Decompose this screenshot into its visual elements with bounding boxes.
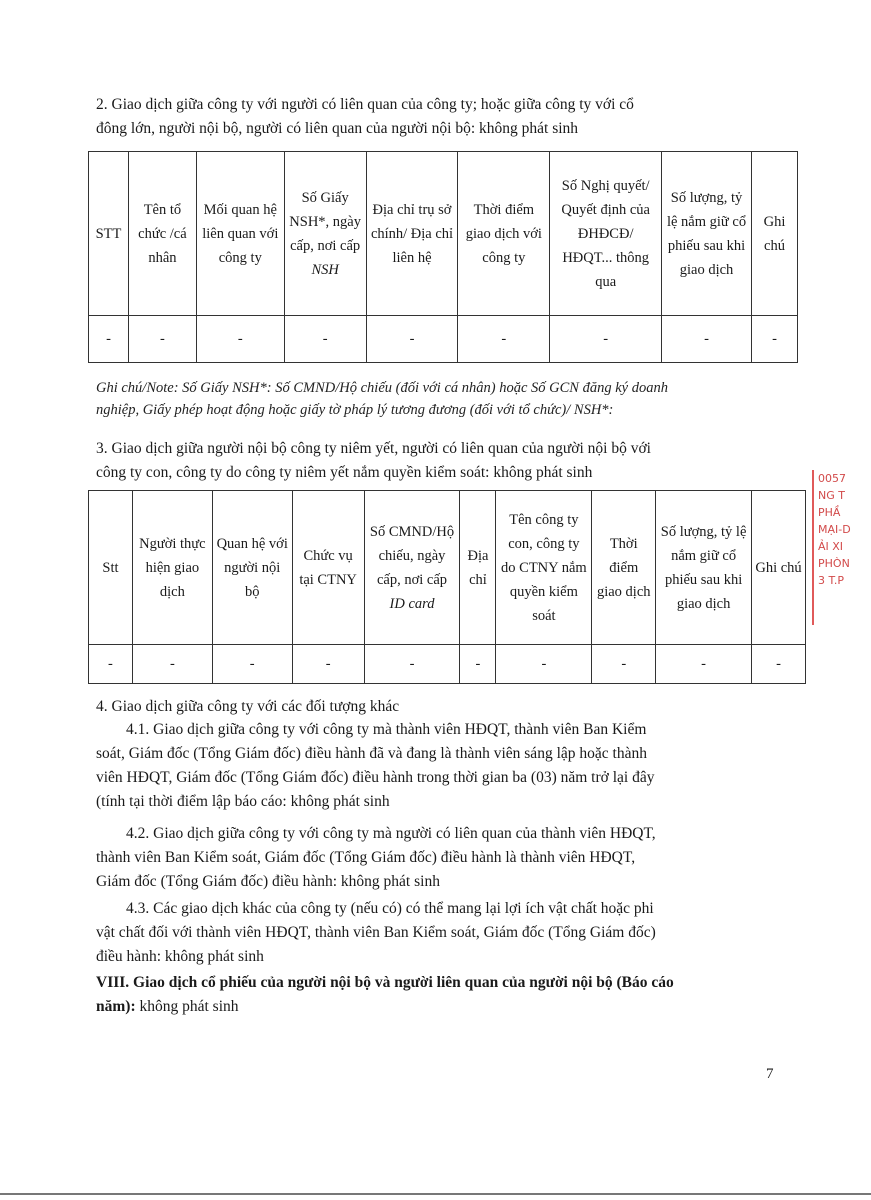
col-header: Số Nghị quyết/ Quyết định của ĐHĐCĐ/ HĐQT... thông qua [550,152,662,316]
col-header: Stt [89,491,133,645]
col-header: Người thực hiện giao dịch [132,491,212,645]
table-related-party-transactions [88,151,798,363]
section-3-heading: 3. Giao dịch giữa người nội bộ công ty niêm yết, người có liên quan của người nội bộ với công ty con, công ty do công ty niêm yết nắm quyền kiểm soát: không phát sinh [96,440,651,481]
section-2-heading: 2. Giao dịch giữa công ty với người có liên quan của công ty; hoặc giữa công ty với cổ đông lớn, người nội bộ, người có liên quan của người nội bộ: không phát sinh [96,96,634,137]
col-header: Tên tổ chức /cá nhân [128,152,196,316]
table-cell: - [550,316,662,363]
section-4-3: 4.3. Các giao dịch khác của công ty (nếu có) có thể mang lại lợi ích vật chất hoặc phi vật chất đối với thành viên HĐQT, thành viên Ban Kiểm soát, Giám đốc (Tổng Giám đốc) điều hành: không phát sinh [96,900,656,965]
col-header: Thời điểm giao dịch [592,491,656,645]
col-header: Số Giấy NSH*, ngày cấp, nơi cấp NSH [284,152,366,316]
col-header: Số lượng, tỷ lệ nắm giữ cổ phiếu sau khi giao dịch [662,152,752,316]
table-cell: - [292,645,364,684]
table-header-row [89,152,798,316]
col-header: Chức vụ tại CTNY [292,491,364,645]
table-cell: - [496,645,592,684]
col-header: Mối quan hệ liên quan với công ty [196,152,284,316]
table-insider-subsidiary-transactions [88,490,806,684]
table-cell: - [89,645,133,684]
col-header: Tên công ty con, công ty do CTNY nắm quyền kiểm soát [496,491,592,645]
table-row [89,316,798,363]
col-header: Ghi chú [751,152,797,316]
table-cell: - [656,645,752,684]
table-cell: - [592,645,656,684]
section-4-2: 4.2. Giao dịch giữa công ty với công ty mà người có liên quan của thành viên HĐQT, thành viên Ban Kiểm soát, Giám đốc (Tổng Giám đốc) điều hành là thành viên HĐQT, Giám đốc (Tổng Giám đốc) điều hành: không phát sinh [96,825,656,890]
col-header: Địa chỉ trụ sở chính/ Địa chỉ liên hệ [366,152,458,316]
table-cell: - [460,645,496,684]
col-header: Quan hệ với người nội bộ [212,491,292,645]
section-4-heading: 4. Giao dịch giữa công ty với các đối tượng khác [96,698,400,715]
table-row [89,645,806,684]
table-cell: - [196,316,284,363]
table-cell: - [132,645,212,684]
table-cell: - [662,316,752,363]
table-cell: - [128,316,196,363]
page-number: 7 [766,1066,774,1082]
table-cell: - [366,316,458,363]
company-seal-fragment: 0057 NG T PHẦ MẠI-D ẢI XI PHÒN 3 T.P [812,470,871,625]
col-header: Số lượng, tỷ lệ nắm giữ cổ phiếu sau khi giao dịch [656,491,752,645]
table-cell: - [212,645,292,684]
scan-edge-line [0,1193,871,1195]
col-header: STT [89,152,129,316]
table-header-row [89,491,806,645]
italic-id-card: ID card [389,595,435,612]
section-8-heading: VIII. Giao dịch cổ phiếu của người nội bộ và người liên quan của người nội bộ (Báo cáo năm): không phát sinh [96,974,674,1015]
col-header: Địa chỉ [460,491,496,645]
table-note: Ghi chú/Note: Số Giấy NSH*: Số CMND/Hộ chiếu (đối với cá nhân) hoặc Số GCN đăng ký doanh nghiệp, Giấy phép hoạt động hoặc giấy tờ pháp lý tương đương (đối với tổ chức)/ NSH*: [96,380,668,418]
italic-nsh: NSH [311,261,339,278]
table-cell: - [284,316,366,363]
section-4-1: 4.1. Giao dịch giữa công ty với công ty mà thành viên HĐQT, thành viên Ban Kiểm soát, Giám đốc (Tổng Giám đốc) điều hành đã và đang là thành viên sáng lập hoặc thành viên HĐQT, Giám đốc (Tổng Giám đốc) điều hành trong thời gian ba (03) năm trở lại đây (tính tại thời điểm lập báo cáo: không phát sinh [96,721,655,810]
table-cell: - [458,316,550,363]
table-cell: - [364,645,460,684]
table-cell: - [89,316,129,363]
col-header: Số CMND/Hộ chiếu, ngày cấp, nơi cấp ID card [364,491,460,645]
col-header: Thời điểm giao dịch với công ty [458,152,550,316]
table-cell: - [751,316,797,363]
col-header: Ghi chú [752,491,806,645]
table-cell: - [752,645,806,684]
